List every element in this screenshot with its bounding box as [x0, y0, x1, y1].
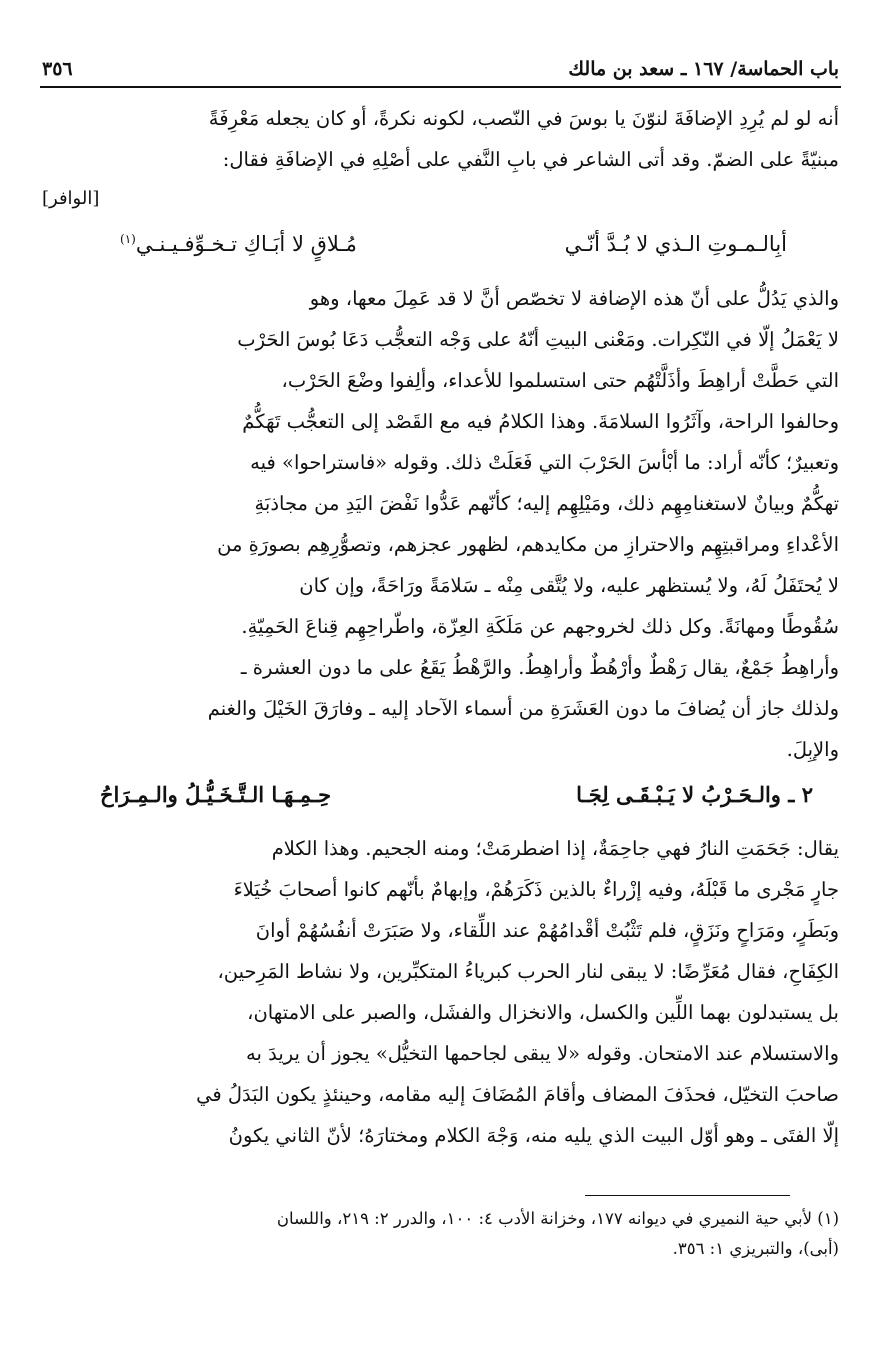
text-line: جارٍ مَجْرى ما قَبْلَهُ، وفيه إزْراءٌ بالذين ذَكَرَهُمْ، وإبهامٌ بأنّهم كانوا أصحابَ خُيَلاءَ — [233, 878, 839, 901]
footnote-line: (أبى)، والتبريزي ١: ٣٥٦. — [672, 1239, 839, 1258]
text-line: سُقُوطًا ومهانَةً. وكل ذلك لخروجهم عن مَلَكَةِ العِزّة، واطّراحِهِم قِناعَ الحَمِيّةِ. — [241, 615, 839, 638]
verse-hemistich-1: ٢ ـ والـحَـرْبُ لا يَـبْـقَـى لِجَـا — [576, 782, 813, 807]
page-header — [42, 40, 839, 80]
text-line: لا يَعْمَلُ إلّا في النّكِرات. ومَعْنى البيتِ أنّهُ على وَجْه التعجُّب دَعَا بُوسَ الحَرْب — [237, 328, 839, 351]
text-line: وأراهِطُ جَمْعٌ، يقال رَهْطٌ وأرْهُطٌ وأراهِطُ. والرَّهْطُ يَقَعُ على ما دون العشرة ـ — [240, 656, 839, 679]
text-line: الأعْداءِ ومراقبتِهِم والاحترازِ من مكايدهم، لظهور عجزهم، وتصوُّرِهِم بصورَةِ من — [217, 533, 839, 556]
footnote — [42, 1204, 839, 1264]
text-line: لا يُحتَفَلُ لَهُ، ولا يُستظهر عليه، ولا يُتَّقى مِنْه ـ سَلامَةً ورَاحَةً، وإن كان — [299, 574, 839, 597]
text-line: تهكُّمٌ وبيانٌ لاستغنامِهِم ذلك، ومَيْلِهِم إليه؛ كأنّهم عَدُّوا نَفْضَ اليَدِ من مجاذبَةِ — [254, 492, 839, 515]
text-line: التي حَطَّتْ أراهِطَ وأذَلَّتْهُم حتى استسلموا للأعداء، وألِفوا وضْعَ الحَرْب، — [281, 369, 839, 392]
text-line: الكِفَاحِ، فقال مُعَرِّضًا: لا يبقى لنار الحرب كبرياءُ المتكبِّرين، ولا نشاط المَرِحين، — [217, 960, 839, 983]
text-line: والذي يَدُلُّ على أنّ هذه الإضافة لا تخصّص أنَّ لا قد عَمِلَ معها، وهو — [309, 287, 839, 310]
text-line: ولذلك جاز أن يُضافَ ما دون العَشَرَةِ من أسماء الآحاد إليه ـ وفارَقَ الخَيْلَ والغنم — [207, 697, 839, 720]
text-line: صاحبَ التخيّل، فحذَفَ المضاف وأقامَ المُضَافَ إليه مقامه، وحينئذٍ يكون البَدَلُ في — [196, 1083, 839, 1106]
footnote-line: (١) لأبي حية النميري في ديوانه ١٧٧، وخزانة الأدب ٤: ١٠٠، والدرر ٢: ٢١٩، واللسان — [276, 1209, 839, 1228]
text-line: أنه لو لم يُرِدِ الإضافَةَ لنوّنَ يا بوسَ في النّصب، لكونه نكرةً، أو كان يجعله مَعْرِفَةً — [208, 107, 839, 130]
text-line: وبَطَرٍ، ومَرَاحٍ ونَزَقٍ، فلم تَثْبُتْ أقْدامُهُمْ عند اللِّقاء، ولا صَبَرَتْ أنفُسُهُمْ أوانَ — [255, 919, 839, 942]
text-line: وتعبيرٌ؛ كأنّه أراد: ما أبْأسَ الحَرْبَ التي فَعَلَتْ ذلك. وقوله «فاستراحوا» فيه — [250, 451, 839, 474]
verse-hemistich-2: حِـمِـهَـا الـتَّـخَـيُّـلُ والـمِـرَاحُ — [100, 782, 332, 807]
meter-label: [الوافر] — [42, 188, 100, 209]
text-line: إلّا الفتَى ـ وهو أوّل البيت الذي يليه منه، وَجْهَ الكلام ومختارَهُ؛ لأنّ الثاني يكونُ — [228, 1124, 839, 1147]
text-line: مبنيّةً على الضمّ. وقد أتى الشاعر في بابِ النَّفي على أصْلِهِ في الإضافَةِ فقال: — [222, 148, 839, 171]
running-title: باب الحماسة/ ١٦٧ ـ سعد بن مالك — [568, 58, 839, 80]
text-line: والإبِلَ. — [786, 738, 839, 761]
paragraph-1 — [42, 98, 839, 180]
verse-hemistich-2 — [120, 232, 357, 256]
paragraph-3 — [42, 828, 839, 1156]
footnote-ref: (١) — [120, 232, 136, 246]
text-line: بل يستبدلون بهما اللِّين والكسل، والانخزال والفشَل، والصبر على الامتهان، — [247, 1001, 839, 1024]
page-number: ٣٥٦ — [42, 58, 73, 80]
footnote-rule — [585, 1195, 790, 1196]
paragraph-2 — [42, 278, 839, 770]
header-rule — [40, 86, 841, 88]
text-line: يقال: جَحَمَتِ النارُ فهي جاحِمَةٌ، إذا اضطرمَتْ؛ ومنه الجحيم. وهذا الكلام — [271, 837, 839, 860]
text-line: وحالفوا الراحة، وآثَرُوا السلامَةَ. وهذا الكلامُ فيه مع القَصْد إلى التعجُّب تَهَكُّمٌ — [242, 410, 839, 433]
verse-1 — [120, 232, 787, 256]
verse-2 — [100, 782, 813, 807]
verse-hemistich-1: أبِالـمـوتِ الـذي لا بُـدَّ أنّـي — [564, 232, 787, 256]
text-line: والاستسلام عند الامتحان. وقوله «لا يبقى لجاحمها التخيُّل» يجوز أن يريدَ به — [246, 1042, 839, 1065]
verse-hemistich-2-text: مُـلاقٍ لا أبَـاكِ تـخـوِّفـيـنـي — [135, 232, 357, 256]
